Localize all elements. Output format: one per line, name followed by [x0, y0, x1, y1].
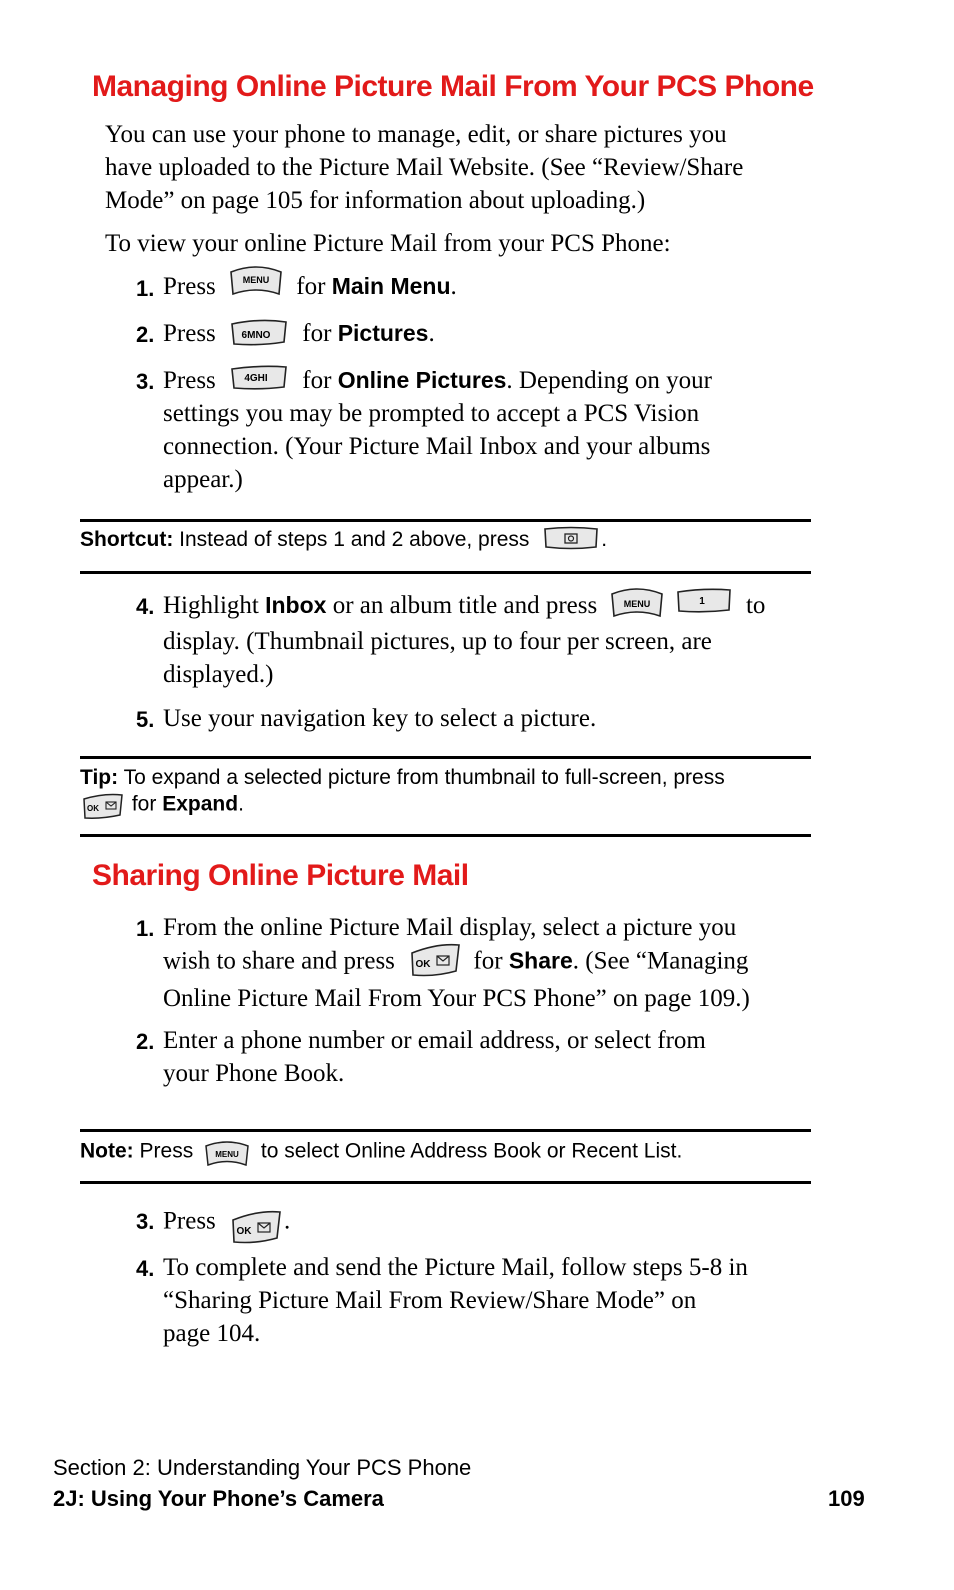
callout-rule-top: [80, 756, 811, 759]
svg-text:OK: OK: [87, 804, 99, 813]
step-number: 4.: [136, 1256, 155, 1281]
step-text: Press: [163, 367, 216, 394]
tip-callout: [80, 764, 811, 820]
step-text: .: [450, 273, 457, 300]
note-label: Note:: [80, 1139, 134, 1163]
intro-instruction: To view your online Picture Mail from your PCS Phone:: [105, 230, 671, 257]
six-key-icon: [228, 316, 290, 350]
share-step-2: [163, 1024, 706, 1090]
step-2: [163, 317, 435, 352]
menu-key-icon: [609, 586, 665, 622]
step-5: Use your navigation key to select a picture.: [163, 705, 597, 732]
step-4: [163, 589, 765, 691]
menu-key-label: MENU: [242, 275, 270, 286]
step-text: .: [428, 320, 435, 347]
step-text: “Sharing Picture Mail From Review/Share Mode” on: [163, 1287, 697, 1314]
shortcut-label: Shortcut:: [80, 528, 174, 551]
section-heading: Sharing Online Picture Mail: [92, 859, 469, 892]
callout-rule-bottom: [80, 571, 811, 574]
tip-text: To expand a selected picture from thumbnail to full-screen, press: [123, 766, 725, 789]
step-number: 3.: [136, 369, 155, 394]
step-emphasis: Share: [508, 947, 573, 974]
step-text: wish to share and press: [163, 947, 395, 975]
ok-key-icon: [407, 941, 463, 979]
note-callout: [80, 1136, 682, 1168]
shortcut-callout: [80, 526, 607, 554]
step-emphasis: Pictures: [337, 320, 429, 346]
tip-text: for: [131, 792, 157, 816]
footer-chapter: 2J: Using Your Phone’s Camera: [53, 1486, 384, 1511]
step-3: [163, 364, 712, 496]
step-number: 1.: [136, 276, 155, 301]
step-text: to: [745, 592, 766, 619]
step-text: displayed.): [163, 661, 274, 689]
menu-key-icon: [203, 1138, 251, 1170]
page-number: 109: [828, 1486, 865, 1511]
step-text: for: [302, 320, 332, 347]
note-text: to select Online Address Book or Recent List.: [260, 1139, 683, 1163]
tip-emphasis: Expand: [162, 792, 239, 816]
share-step-1: [163, 911, 750, 1015]
step-text: page 104.: [163, 1320, 261, 1347]
ok-key-icon: [228, 1208, 284, 1246]
callout-rule-bottom: [80, 834, 811, 837]
step-text: .: [284, 1207, 291, 1235]
step-text: settings you may be prompted to accept a PCS Vision: [163, 400, 700, 428]
tip-label: Tip:: [80, 766, 119, 789]
section-heading: Managing Online Picture Mail From Your PCS Phone: [92, 70, 814, 103]
note-text: Press: [139, 1139, 194, 1163]
step-emphasis: Online Pictures: [337, 367, 507, 393]
tip-text: .: [238, 792, 244, 816]
menu-key-label: MENU: [624, 599, 651, 610]
ok-key-label: OK: [236, 1226, 252, 1237]
step-number: 2.: [136, 1029, 155, 1054]
step-text: From the online Picture Mail display, select a picture you: [163, 914, 737, 941]
four-key-icon: [228, 363, 290, 393]
step-text: display. (Thumbnail pictures, up to four per screen, are: [163, 628, 712, 656]
shortcut-text: Instead of steps 1 and 2 above, press: [179, 528, 530, 551]
callout-rule-top: [80, 1129, 811, 1132]
intro-line: Mode” on page 105 for information about uploading.): [105, 187, 646, 214]
shortcut-text: .: [601, 528, 608, 551]
ok-key-icon: [80, 791, 126, 821]
step-number: 3.: [136, 1209, 155, 1234]
step-text: your Phone Book.: [163, 1060, 345, 1087]
menu-key-label: MENU: [215, 1150, 239, 1159]
intro-line: You can use your phone to manage, edit, or share pictures you: [105, 121, 727, 148]
callout-rule-top: [80, 519, 811, 522]
step-text: for: [296, 273, 326, 300]
step-text: connection. (Your Picture Mail Inbox and your albums: [163, 433, 711, 461]
step-1: [163, 270, 457, 306]
callout-rule-bottom: [80, 1181, 811, 1184]
step-number: 4.: [136, 594, 155, 619]
step-emphasis: Main Menu: [331, 273, 451, 299]
step-text: Press: [163, 320, 216, 347]
step-text: appear.): [163, 466, 243, 494]
step-text: Enter a phone number or email address, or select from: [163, 1027, 706, 1054]
step-text: or an album title and press: [332, 592, 598, 619]
share-step-4: [163, 1251, 748, 1350]
step-text: . (See “Managing: [572, 947, 749, 975]
intro-line: have uploaded to the Picture Mail Website. (See “Review/Share: [105, 154, 744, 181]
step-text: Online Picture Mail From Your PCS Phone” on page 109.): [163, 985, 750, 1012]
footer-section: Section 2: Understanding Your PCS Phone: [53, 1455, 472, 1480]
share-step-3: [163, 1204, 290, 1242]
step-text: Press: [163, 273, 216, 300]
step-emphasis: Inbox: [265, 592, 327, 618]
step-number: 5.: [136, 707, 155, 732]
one-key-label: 1: [698, 596, 705, 608]
four-key-label: 4GHI: [244, 373, 268, 385]
one-key-icon: [674, 586, 734, 616]
step-text: Press: [163, 1207, 216, 1235]
camera-key-icon: [541, 525, 601, 551]
step-number: 1.: [136, 916, 155, 941]
ok-key-label: OK: [415, 959, 431, 970]
six-key-label: 6MNO: [241, 330, 271, 342]
menu-key-icon: [228, 264, 284, 300]
step-text: for: [302, 367, 332, 394]
step-text: for: [473, 947, 503, 975]
step-text: To complete and send the Picture Mail, follow steps 5-8 in: [163, 1254, 748, 1281]
step-text: Highlight: [163, 592, 259, 619]
intro-paragraph: [105, 118, 743, 217]
step-text: . Depending on your: [506, 367, 712, 394]
step-number: 2.: [136, 322, 155, 347]
